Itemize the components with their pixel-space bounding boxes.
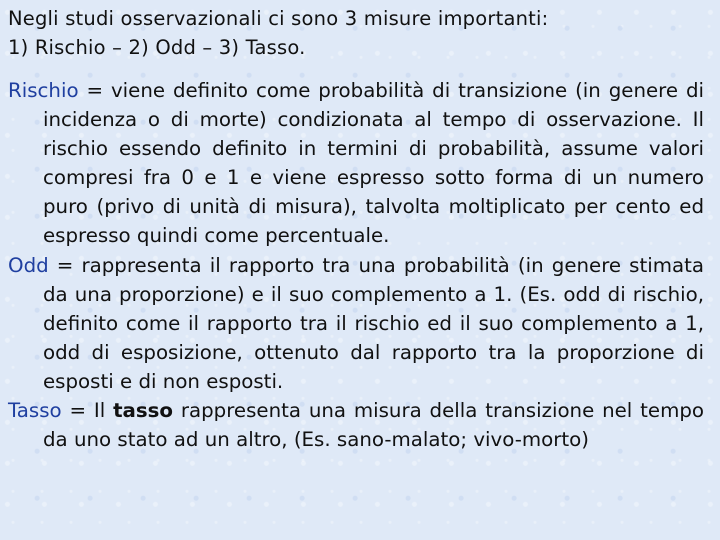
definition-tasso-text-before: = Il [61,399,114,423]
intro-line-2: 1) Rischio – 2) Odd – 3) Tasso. [8,36,306,59]
term-rischio: Rischio [8,79,79,102]
definition-tasso [8,396,704,454]
definition-rischio [8,76,704,251]
definitions-list [8,76,704,454]
intro-heading [8,4,712,62]
term-odd: Odd [8,253,49,277]
definition-odd [8,251,704,396]
definition-odd-text: = rappresenta il rapporto tra una probabilità (in genere stimata da una proporzione) e il suo complemento a 1. (Es. odd di rischio, definito come il rapporto tra il rischio ed il suo complemento a 1, odd di esposizione, ottenuto dal rapporto tra la proporzione di esposti e di non esposti. [43,253,704,393]
definition-rischio-text: = viene definito come probabilità di transizione (in genere di incidenza o di morte) condizionata al tempo di osservazione. Il rischio essendo definito in termini di probabilità, assume valori compresi fra 0 e 1 e viene espresso sotto forma di un numero puro (privo di unità di misura), talvolta moltiplicato per cento ed espresso quindi come percentuale. [43,79,704,248]
intro-line-1: Negli studi osservazionali ci sono 3 misure importanti: [8,7,549,30]
definition-tasso-bold-word: tasso [113,399,174,423]
term-tasso: Tasso [8,399,62,423]
definition-tasso-text-after: rappresenta una misura della transizione nel tempo da uno stato ad un altro, (Es. sano-malato; vivo-morto) [43,399,704,452]
